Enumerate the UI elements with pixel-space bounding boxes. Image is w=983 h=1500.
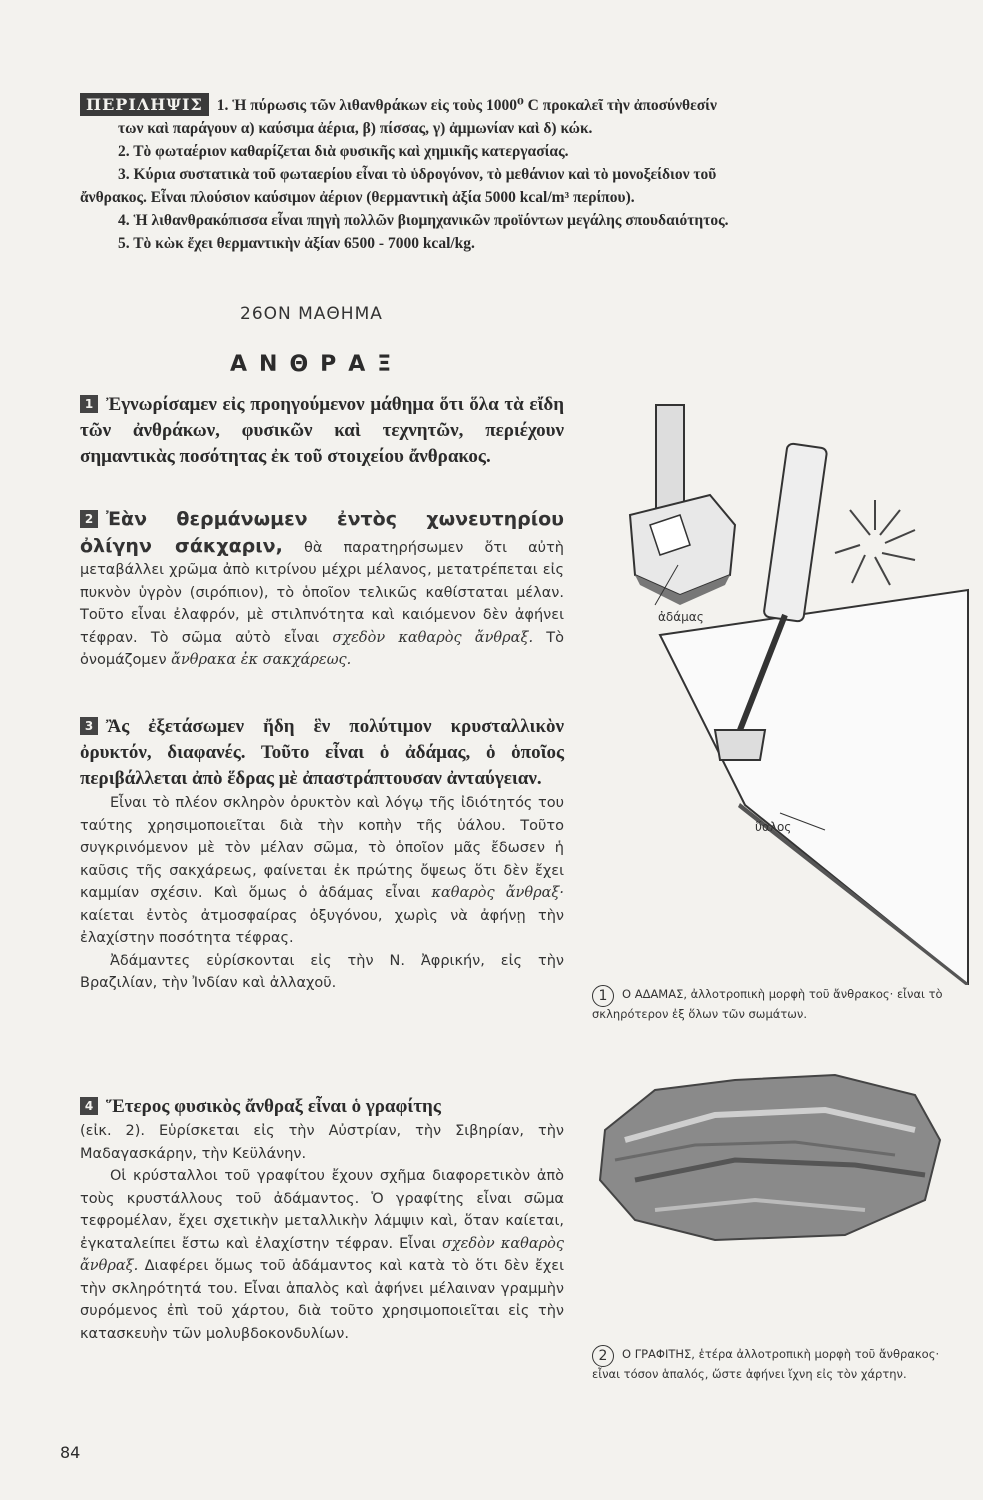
- figure-label-diamond: ἀδάμας: [658, 610, 704, 624]
- section-3: [80, 714, 564, 995]
- summary-item: 4. Ἡ λιθανθρακόπισσα εἶναι πηγὴ πολλῶν βιομηχανικῶν προϊόντων μεγάλης σπουδαιότητος.: [118, 212, 729, 229]
- emphasis-text: σχεδὸν καθαρὸς ἄνθραξ.: [332, 629, 534, 646]
- paragraph: Οἱ κρύσταλλοι τοῦ γραφίτου ἔχουν σχῆμα διαφορετικὸν ἀπὸ τοὺς κρυστάλλους τοῦ ἀδάμαντος. Ὁ γραφίτης εἶναι σῶμα τεφρομέλαν, ἔχει σχετικὴν μεταλλικὴν λάμψιν καὶ, ὅταν καίεται, ἐγκαταλείπει ἔστω καὶ ἐλαχίστην τέφραν. Εἶναι: [80, 1168, 564, 1252]
- summary-item: 1. Ἡ πύρωσις τῶν λιθανθράκων εἰς τοὺς 1000⁰ C προκαλεῖ τὴν ἀποσύνθεσίν: [216, 97, 717, 114]
- section-number-badge: 4: [80, 1097, 98, 1115]
- figure-number: 1: [592, 985, 614, 1007]
- diamond-cutter-illustration: [590, 385, 970, 985]
- summary-tag: ΠΕΡΙΛΗΨΙΣ: [80, 93, 209, 116]
- lesson-title: ΑΝΘΡΑΞ: [230, 352, 404, 377]
- paragraph: Τὸ ὀνομάζομεν: [80, 629, 565, 668]
- paragraph: (εἰκ. 2). Εὑρίσκεται εἰς τὴν Αὐστρίαν, τὴν Σιβηρίαν, τὴν Μαδαγασκάρην, τὴν Κεϋλάνην.: [80, 1123, 564, 1162]
- emphasis-text: ἄνθρακα ἐκ σακχάρεως.: [171, 652, 352, 668]
- paragraph: θὰ παρατηρήσωμεν ὅτι αὐτὴ μεταβάλλει χρῶμα ἀπὸ κιτρίνου μέχρι μέλανος, μετατρέπεται εἰς πυκνὸν ὑγρὸν (σιρόπιον), τὸ ὁποῖον τελικῶς καθίσταται μέλαν. Τοῦτο εἶναι ἐλαφρόν, μὲ στιλπνότητα καὶ καιόμενον δὲν ἀφήνει τέφραν. Τὸ σῶμα αὐτὸ εἶναι: [80, 539, 564, 646]
- figure-label-glass: ὕαλος: [755, 820, 792, 834]
- summary-item: των καὶ παράγουν α) καύσιμα ἀέρια, β) πίσσας, γ) ἀμμωνίαν καὶ δ) κώκ.: [118, 120, 593, 137]
- section-2: [80, 506, 564, 672]
- emphasis-text: καθαρὸς ἄνθραξ·: [431, 885, 565, 901]
- section-heading: Ἐὰν θερμάνωμεν ἐντὸς χωνευτηρίου ὀλίγην σάκχαριν,: [80, 508, 564, 557]
- section-heading: Ἐγνωρίσαμεν εἰς προηγούμενον μάθημα ὅτι ὅλα τὰ εἴδη τῶν ἀνθράκων, φυσικῶν καὶ τεχνητῶν, περιέχουν σημαντικὰς ποσότητας ἐκ τοῦ στοιχείου ἄνθρακος.: [80, 394, 564, 467]
- paragraph: Ἀδάμαντες εὑρίσκονται εἰς τὴν Ν. Ἀφρικήν, εἰς τὴν Βραζιλίαν, τὴν Ἰνδίαν καὶ ἀλλαχοῦ.: [80, 952, 564, 991]
- paragraph: Εἶναι τὸ πλέον σκληρὸν ὀρυκτὸν καὶ λόγῳ τῆς ἰδιότητός του ταύτης χρησιμοποιεῖται διὰ τὴν κοπὴν τῆς ὑάλου. Τοῦτο συγκρινόμενον μὲ τὸν μέλαν σῶμα, τὸ ὁποῖον μᾶς ἔδωσεν ἡ καῦσις τῆς σακχάρεως, φαίνεται ἐκ πρώτης ὄψεως ὅτι δὲν ἔχει καμμίαν σχέσιν. Καὶ ὅμως ὁ ἀδάμας εἶναι: [80, 795, 564, 901]
- summary-item: 5. Τὸ κὼκ ἔχει θερμαντικὴν ἀξίαν 6500 - 7000 kcal/kg.: [118, 235, 475, 252]
- summary-item: 2. Τὸ φωταέριον καθαρίζεται διὰ φυσικῆς καὶ χημικῆς κατεργασίας.: [118, 143, 569, 160]
- section-heading: Ἂς ἐξετάσωμεν ἤδη ἓν πολύτιμον κρυσταλλικὸν ὀρυκτόν, διαφανές. Τοῦτο εἶναι ὁ ἀδάμας, ὁ ὁποῖος περιβάλλεται ἀπὸ ἕδρας μὲ ἀπαστράπτουσαν ἀνταύγειαν.: [80, 716, 564, 789]
- emphasis-text: σχεδὸν καθαρὸς ἄνθραξ.: [80, 1235, 565, 1274]
- section-number-badge: 2: [80, 510, 98, 528]
- section-4: [80, 1094, 564, 1345]
- section-number-badge: 3: [80, 717, 98, 735]
- figure-2-caption: 2 Ο ΓΡΑΦΙΤΗΣ, ἑτέρα ἀλλοτροπικὴ μορφὴ τοῦ ἄνθρακος· εἶναι τόσον ἁπαλός, ὥστε ἀφήνει ἴχνη εἰς τὸν χάρτην.: [592, 1347, 940, 1381]
- paragraph: καίεται ἐντὸς ἀτμοσφαίρας ὀξυγόνου, χωρὶς νὰ ἀφήνῃ τὴν ἐλαχίστην ποσότητα τέφρας.: [80, 907, 564, 946]
- figure-number: 2: [592, 1345, 614, 1367]
- paragraph: Διαφέρει ὅμως τοῦ ἀδάμαντος καὶ κατὰ τὸ ὅτι δὲν ἔχει τὴν σκληρότητά του. Εἶναι ἁπαλὸς καὶ ἀφήνει μέλαιναν γραμμὴν συρόμενος ἐπὶ τοῦ χάρτου, διὰ τοῦτο χρησιμοποιεῖται εἰς τὴν κατασκευὴν τῶν μολυβδοκονδυλίων.: [80, 1258, 565, 1342]
- page-number: 84: [60, 1443, 81, 1462]
- graphite-rock-illustration: [595, 1060, 945, 1250]
- lesson-number: 26ΟΝ ΜΑΘΗΜΑ: [240, 304, 383, 324]
- section-heading: Ἕτερος φυσικὸς ἄνθραξ εἶναι ὁ γραφίτης: [106, 1096, 441, 1117]
- section-1: [80, 392, 564, 470]
- summary-block: [80, 93, 940, 255]
- figure-1-caption: 1 Ο ΑΔΑΜΑΣ, ἀλλοτροπικὴ μορφὴ τοῦ ἄνθρακος· εἶναι τὸ σκληρότερον ἐξ ὅλων τῶν σωμάτων.: [592, 987, 943, 1021]
- summary-item: 3. Κύρια συστατικὰ τοῦ φωταερίου εἶναι τὸ ὑδρογόνον, τὸ μεθάνιον καὶ τὸ μονοξείδιον τοῦ: [118, 166, 717, 183]
- summary-item: ἄνθρακος. Εἶναι πλούσιον καύσιμον ἀέριον (θερμαντικὴ ἀξία 5000 kcal/m³ περίπου).: [80, 189, 635, 206]
- section-number-badge: 1: [80, 395, 98, 413]
